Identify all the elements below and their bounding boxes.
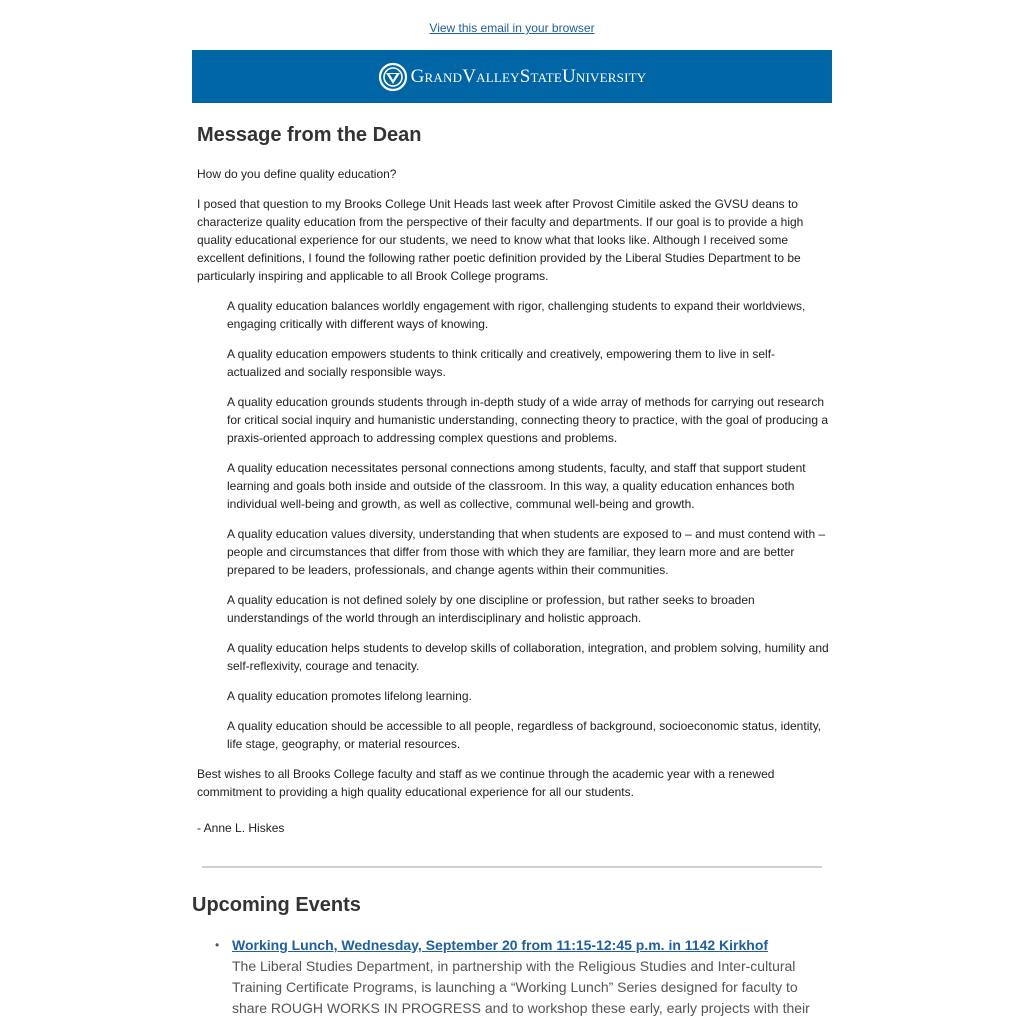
closing-paragraph: Best wishes to all Brooks College faculty and staff as we continue through the academic year with a renewed commitment to providing a high quality educational experience for all our students. — [197, 767, 775, 799]
event-item — [215, 935, 832, 1019]
section-divider — [202, 866, 822, 868]
definition-item: A quality education grounds students through in-depth study of a wide array of methods for carrying out research for critical social inquiry and humanistic understanding, connecting theory to practice, with the goal of producing a praxis-oriented approach to addressing complex questions and problems. — [227, 395, 829, 445]
dean-message-title: Message from the Dean — [197, 124, 422, 146]
university-banner — [192, 50, 832, 103]
definition-item: A quality education values diversity, understanding that when students are exposed to – and must contend with – people and circumstances that differ from those with which they are familiar, they learn more and are better prepared to be leaders, professionals, and change agents within their communities. — [227, 527, 826, 577]
event-description: The Liberal Studies Department, in partnership with the Religious Studies and Inter-cultural Training Certificate Programs, is launching a “Working Lunch” Series designed for faculty to share ROUGH WORKS IN PROGRESS and to workshop these early, early projects with their — [232, 958, 810, 1016]
events-list — [192, 935, 832, 1019]
event-link[interactable]: Working Lunch, Wednesday, September 20 from 11:15-12:45 p.m. in 1142 Kirkhof — [232, 937, 769, 953]
definition-item: A quality education empowers students to think critically and creatively, empowering them to live in self-actualized and socially responsible ways. — [227, 347, 776, 379]
university-wordmark: GrandValleyStateUniversity — [410, 65, 647, 87]
university-logo[interactable] — [378, 62, 647, 92]
bullet-icon: • — [215, 938, 220, 952]
gvsu-shield-icon — [378, 62, 408, 92]
view-in-browser-bar — [0, 19, 1024, 37]
definition-item: A quality education is not defined solely by one discipline or profession, but rather seeks to broaden understandings of the world through an interdisciplinary and holistic approach. — [227, 593, 755, 625]
intro-question: How do you define quality education? — [197, 167, 397, 181]
signature: - Anne L. Hiskes — [197, 821, 285, 835]
events-title: Upcoming Events — [192, 894, 361, 916]
intro-paragraph: I posed that question to my Brooks College Unit Heads last week after Provost Cimitile asked the GVSU deans to characterize quality education from the perspective of their faculty and departments. If our goal is to provide a high quality educational experience for our students, we need to know what that looks like. Although I received some excellent definitions, I found the following rather poetic definition provided by the Liberal Studies Department to be particularly inspiring and applicable to all Brook College programs. — [197, 197, 804, 283]
definition-item: A quality education balances worldly engagement with rigor, challenging students to expand their worldviews, engaging critically with different ways of knowing. — [227, 299, 806, 331]
dean-message-section — [197, 118, 829, 837]
definition-list — [227, 297, 829, 753]
definition-item: A quality education helps students to develop skills of collaboration, integration, and problem solving, humility and self-reflexivity, courage and tenacity. — [227, 641, 829, 673]
definition-item: A quality education promotes lifelong learning. — [227, 689, 472, 703]
definition-item: A quality education should be accessible to all people, regardless of background, socioeconomic status, identity, life stage, geography, or material resources. — [227, 719, 822, 751]
definition-item: A quality education necessitates personal connections among students, faculty, and staff that support student learning and goals both inside and outside of the classroom. In this way, a quality education enhances both individual well-being and growth, as well as collective, communal well-being and growth. — [227, 461, 806, 511]
view-in-browser-link[interactable]: View this email in your browser — [429, 21, 595, 35]
